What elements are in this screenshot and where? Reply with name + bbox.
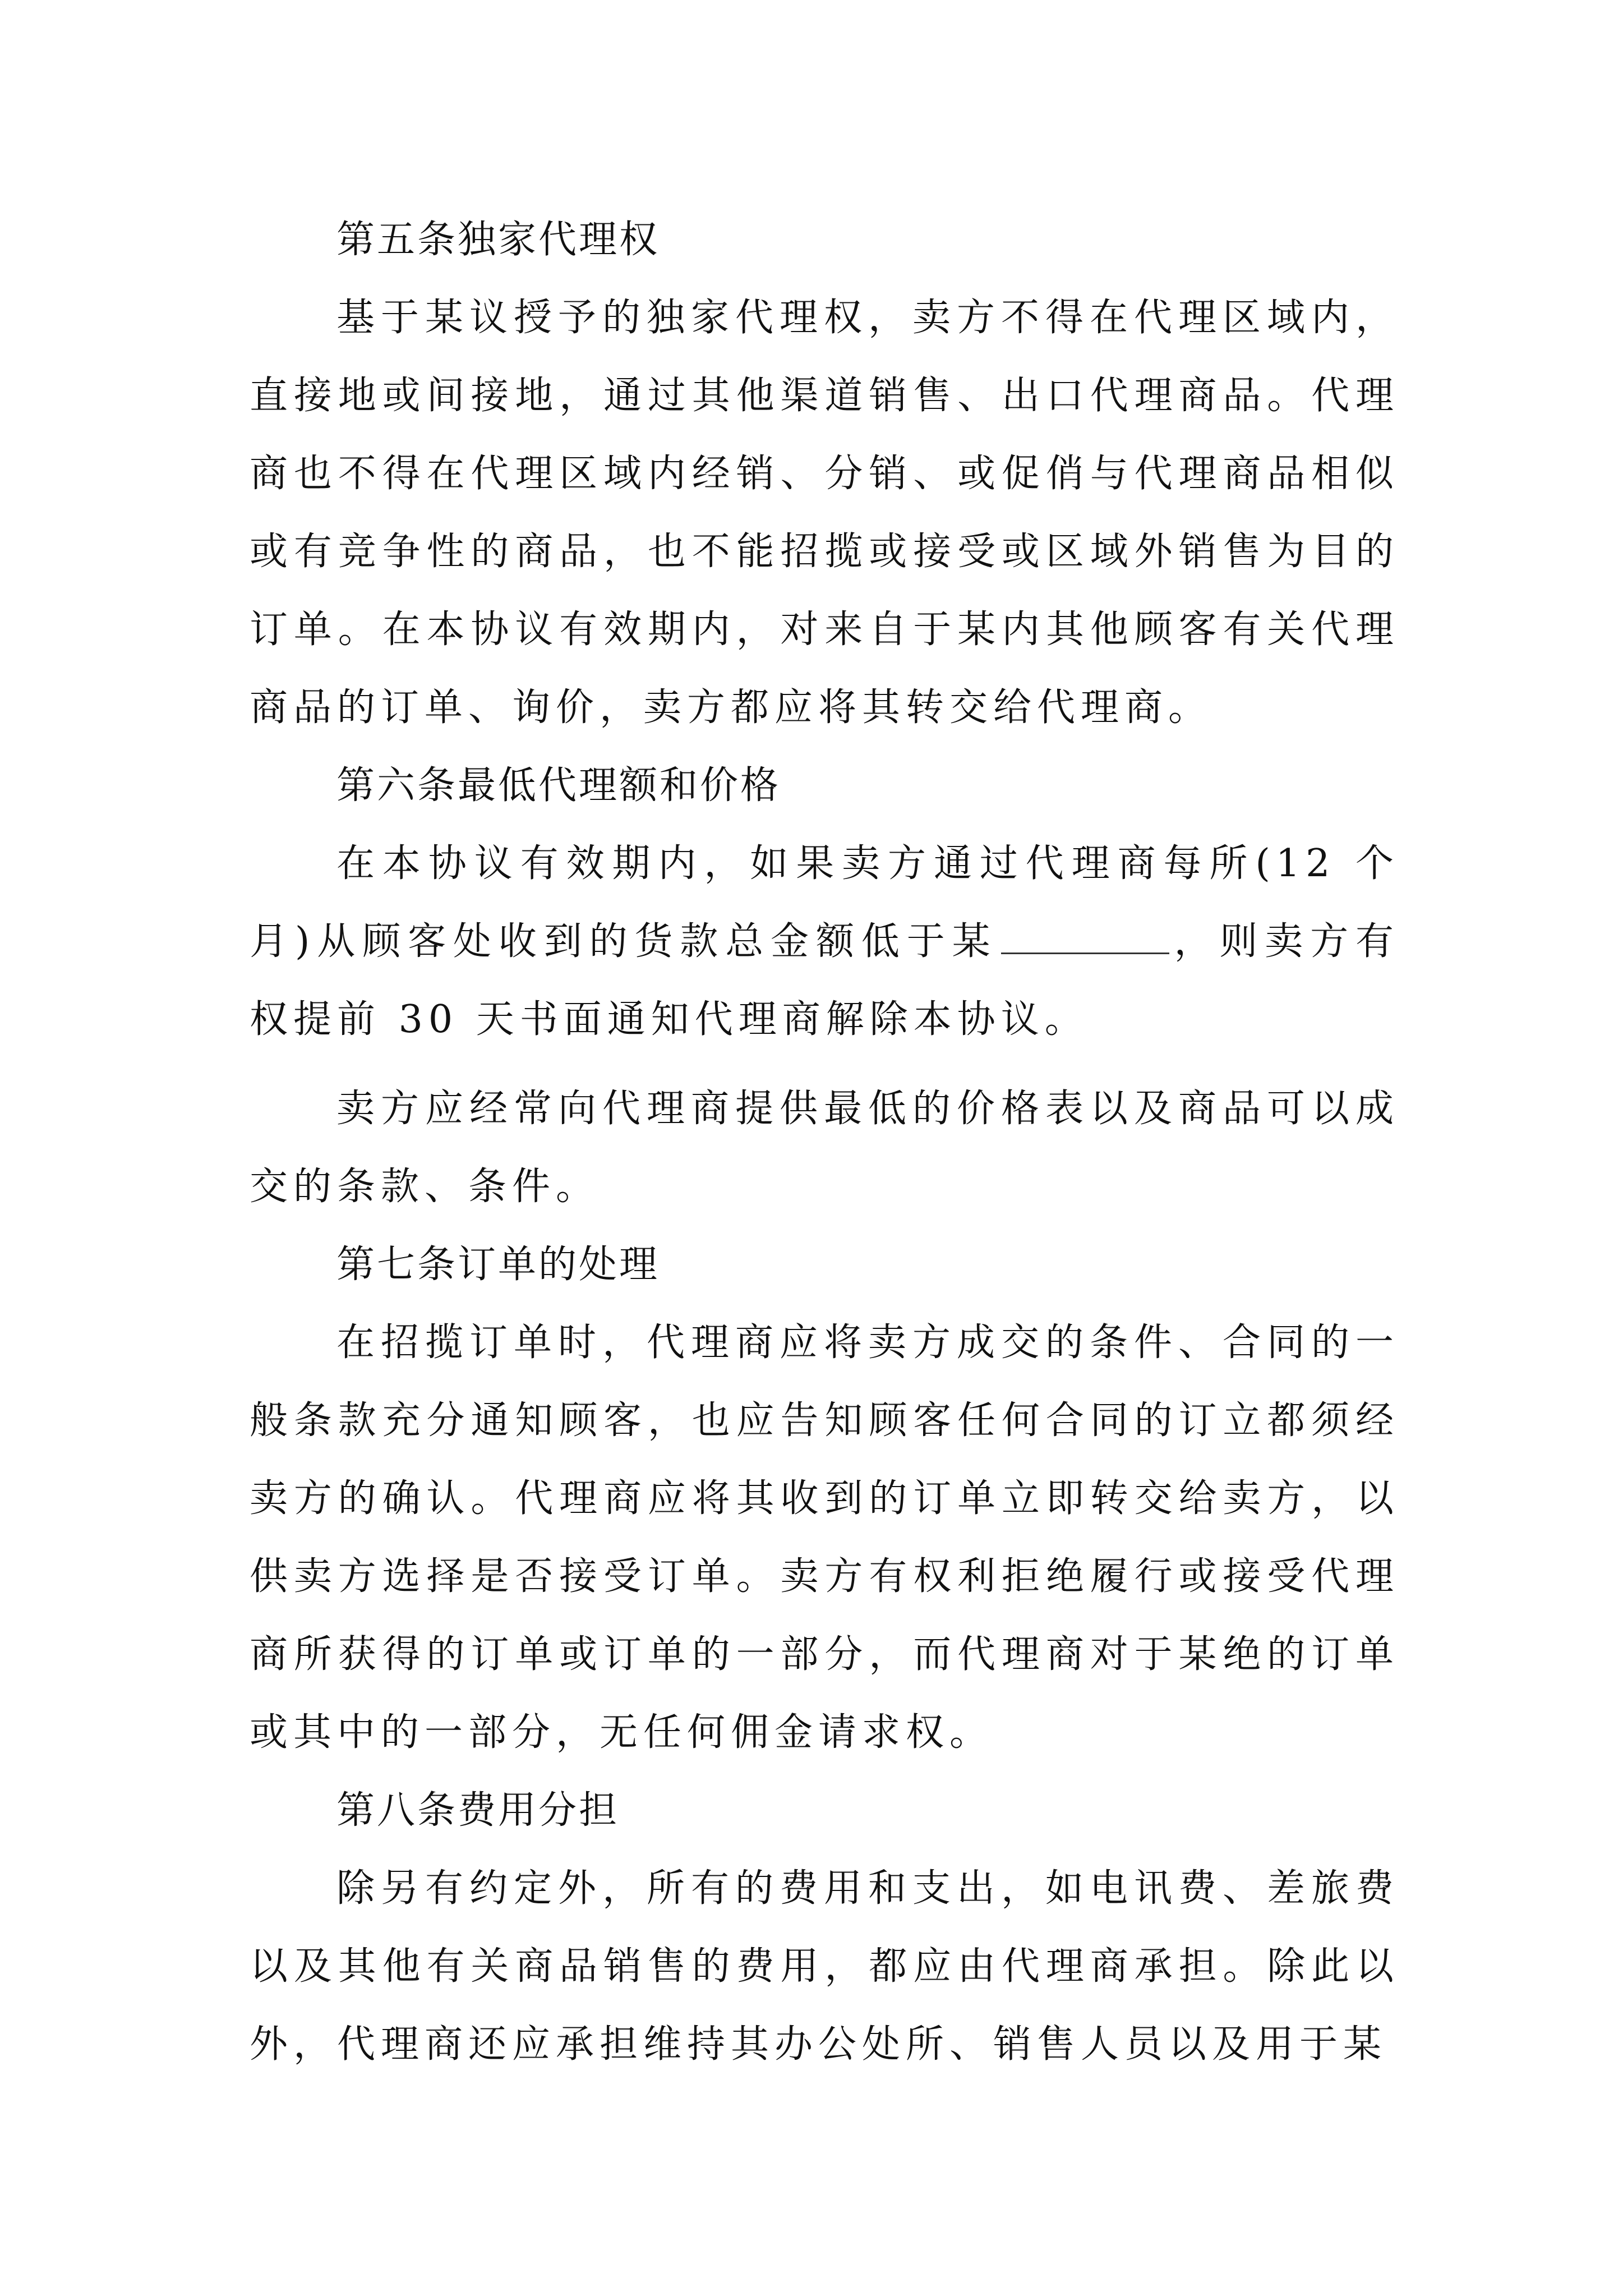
article-5-body: 基于某议授予的独家代理权，卖方不得在代理区域内，直接地或间接地，通过其他渠道销售、出口代理商品。代理商也不得在代理区域内经销、分销、或促俏与代理商品相似或有竞争性的商品，也不能招揽或接受或区域外销售为目的订单。在本协议有效期内，对来自于某内其他顾客有关代理商品的订单、询价，卖方都应将其转交给代理商。 [250,296,1399,730]
article-6-body [250,825,1399,1059]
article-7-body: 在招揽订单时，代理商应将卖方成交的条件、合同的一般条款充分通知顾客，也应告知顾客任何合同的订立都须经卖方的确认。代理商应将其收到的订单立即转交给卖方，以供卖方选择是否接受订单。卖方有权利拒绝履行或接受代理商所获得的订单或订单的一部分，而代理商对于某绝的订单或其中的一部分，无任何佣金请求权。 [250,1320,1399,1755]
article-8-body: 除另有约定外，所有的费用和支出，如电讯费、差旅费以及其他有关商品销售的费用，都应由代理商承担。除此以外，代理商还应承担维持其办公处所、销售人员以及用于某 [250,1866,1399,2067]
article-7-heading: 第七条订单的处理 [336,1243,660,1287]
article-8-heading: 第八条费用分担 [336,1788,620,1833]
document-body [250,201,1399,2083]
fill-in-blank [1001,919,1169,954]
article-6-body-2: 卖方应经常向代理商提供最低的价格表以及商品可以成交的条款、条件。 [250,1087,1399,1209]
article-6-body-part1: 在本协议有效期内，如果卖方通过代理商每所(12 个月)从顾客处收到的货款总金额低于某 [250,841,1399,964]
article-5-heading: 第五条独家代理权 [336,218,660,262]
article-6-body-part2: ，则卖方有权提前 30 天书面通知代理商解除本协议。 [250,919,1399,1042]
article-6-heading: 第六条最低代理额和价格 [336,763,781,808]
